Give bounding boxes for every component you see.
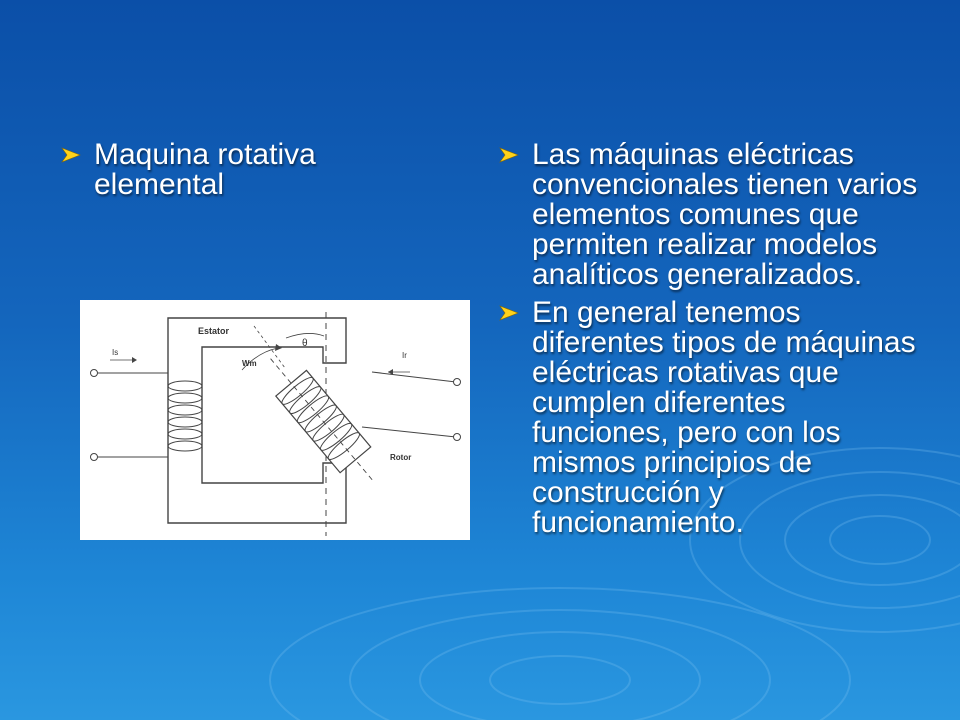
bullet-text: En general tenemos diferentes tipos de máquinas eléctricas rotativas que cumplen diferentes funciones, pero con los mismos principios de construcción y funcionamiento. <box>532 296 916 539</box>
is-label: Is <box>112 348 119 357</box>
stator-label: Estator <box>198 326 230 336</box>
rotor <box>255 346 388 494</box>
arrow-bullet-icon <box>60 140 94 164</box>
bullet-item <box>60 140 360 200</box>
rotor-terminal-bottom <box>454 434 461 441</box>
arrow-bullet-icon <box>498 298 532 322</box>
rotor-label: Rotor <box>390 453 412 462</box>
stator-terminal-top <box>91 370 98 377</box>
bullet-text: Maquina rotativa elemental <box>94 138 316 201</box>
ir-label: Ir <box>402 351 407 360</box>
rotor-lead-top <box>372 372 456 382</box>
rotating-machine-diagram <box>80 300 470 540</box>
theta-label: θ <box>302 338 308 349</box>
left-column <box>60 140 360 208</box>
bullet-text: Las máquinas eléctricas convencionales tienen varios elementos comunes que permiten realizar modelos analíticos generalizados. <box>532 138 918 291</box>
rotor-terminal-top <box>454 379 461 386</box>
stator-coil <box>168 381 202 451</box>
bullet-item <box>498 140 928 290</box>
rotor-lead-bottom <box>362 427 456 437</box>
wm-label: Wm <box>242 359 257 368</box>
arrow-bullet-icon <box>498 140 532 164</box>
bullet-item <box>498 298 928 538</box>
stator-terminal-bottom <box>91 454 98 461</box>
right-column <box>498 140 928 546</box>
